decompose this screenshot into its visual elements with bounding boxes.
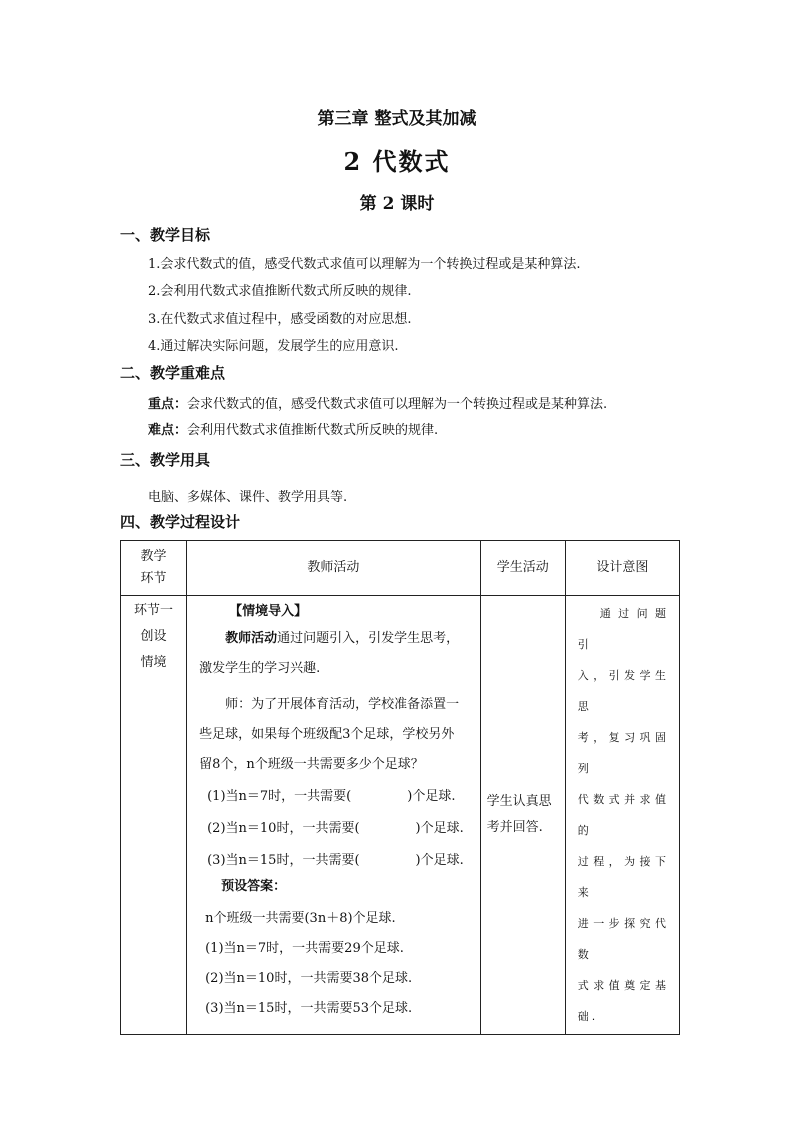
problem-line: 些足球，如果每个班级配3个足球，学校另外 (199, 727, 455, 742)
teacher-activity-cell (187, 596, 481, 1035)
goal-item: 4.通过解决实际问题，发展学生的应用意识. (148, 339, 399, 354)
student-activity-cell (480, 596, 565, 1035)
question-text: (3)当n＝15时，一共需要( (207, 853, 360, 868)
process-heading: 四、教学过程设计 (120, 513, 241, 531)
focus-point (148, 393, 607, 412)
design-line: 考，复习巩固列 (577, 731, 669, 775)
chapter-title: 第三章 整式及其加减 (317, 109, 477, 129)
problem-line: 师：为了开展体育活动，学校准备添置一 (225, 697, 460, 712)
focus-text: 会求代数式的值，感受代数式求值可以理解为一个转换过程或是某种算法. (187, 397, 608, 412)
question-text: )个足球. (407, 789, 456, 804)
key-points-heading: 二、教学重难点 (120, 364, 226, 382)
lesson-period: 第 2 课时 (359, 194, 435, 214)
activity-line: 激发学生的学习兴趣. (199, 661, 321, 676)
goal-item: 2.会利用代数式求值推断代数式所反映的规律. (148, 284, 412, 299)
question-line (199, 814, 470, 844)
design-intent-cell (565, 596, 679, 1035)
lesson-title: 2 代数式 (343, 147, 451, 176)
answer-line: (3)当n＝15时，一共需要53个足球. (205, 1001, 413, 1016)
design-line: 入，引发学生思 (577, 669, 669, 713)
header-student: 学生活动 (480, 541, 565, 596)
activity-line (199, 624, 470, 654)
question-text: )个足球. (415, 853, 464, 868)
activity-label: 教师活动 (225, 631, 278, 646)
table-header-row (121, 541, 680, 596)
student-line: 考并回答. (486, 820, 543, 835)
header-stage (121, 541, 187, 596)
question-line (199, 782, 470, 812)
stage-line: 环节一 (134, 603, 174, 618)
stage-line: 创设 (140, 629, 167, 644)
header-stage-line: 教学 (140, 549, 167, 564)
activity-text: 通过问题引入，引发学生思考， (277, 631, 460, 646)
answer-line: (2)当n＝10时，一共需要38个足球. (205, 971, 413, 986)
header-teacher: 教师活动 (187, 541, 481, 596)
goals-heading: 一、教学目标 (120, 226, 211, 244)
answer-line: n个班级一共需要(3n＋8)个足球. (205, 911, 396, 926)
header-stage-line: 环节 (140, 571, 167, 586)
design-line: 代数式并求值的 (577, 793, 669, 837)
tools-heading: 三、教学用具 (120, 451, 211, 469)
stage-cell (121, 596, 187, 1035)
answer-line: (1)当n＝7时，一共需要29个足球. (205, 941, 404, 956)
design-line: 进一步探究代数 (577, 917, 669, 961)
student-line: 学生认真思 (486, 794, 552, 809)
question-text: (2)当n＝10时，一共需要( (207, 821, 360, 836)
answer-label: 预设答案： (221, 879, 287, 894)
problem-line: 留8个，n个班级一共需要多少个足球？ (199, 757, 424, 772)
difficulty-text: 会利用代数式求值推断代数式所反映的规律. (187, 423, 439, 438)
design-line: 式求值奠定基础. (577, 979, 669, 1023)
process-table (120, 540, 680, 1035)
section-title: 【情境导入】 (229, 604, 308, 619)
design-line: 通过问题引 (577, 607, 669, 651)
goal-item: 3.在代数式求值过程中，感受函数的对应思想. (148, 312, 412, 327)
focus-label: 重点： (148, 397, 188, 412)
tools-text: 电脑、多媒体、课件、教学用具等. (148, 490, 348, 505)
question-text: )个足球. (415, 821, 464, 836)
question-line (199, 846, 470, 876)
header-design: 设计意图 (565, 541, 679, 596)
difficulty-point (148, 419, 438, 438)
difficulty-label: 难点： (148, 423, 188, 438)
table-row (121, 596, 680, 1035)
design-line: 过程，为接下来 (577, 855, 669, 899)
goal-item: 1.会求代数式的值，感受代数式求值可以理解为一个转换过程或是某种算法. (148, 257, 581, 272)
stage-line: 情境 (140, 655, 167, 670)
question-text: (1)当n＝7时，一共需要( (207, 789, 352, 804)
